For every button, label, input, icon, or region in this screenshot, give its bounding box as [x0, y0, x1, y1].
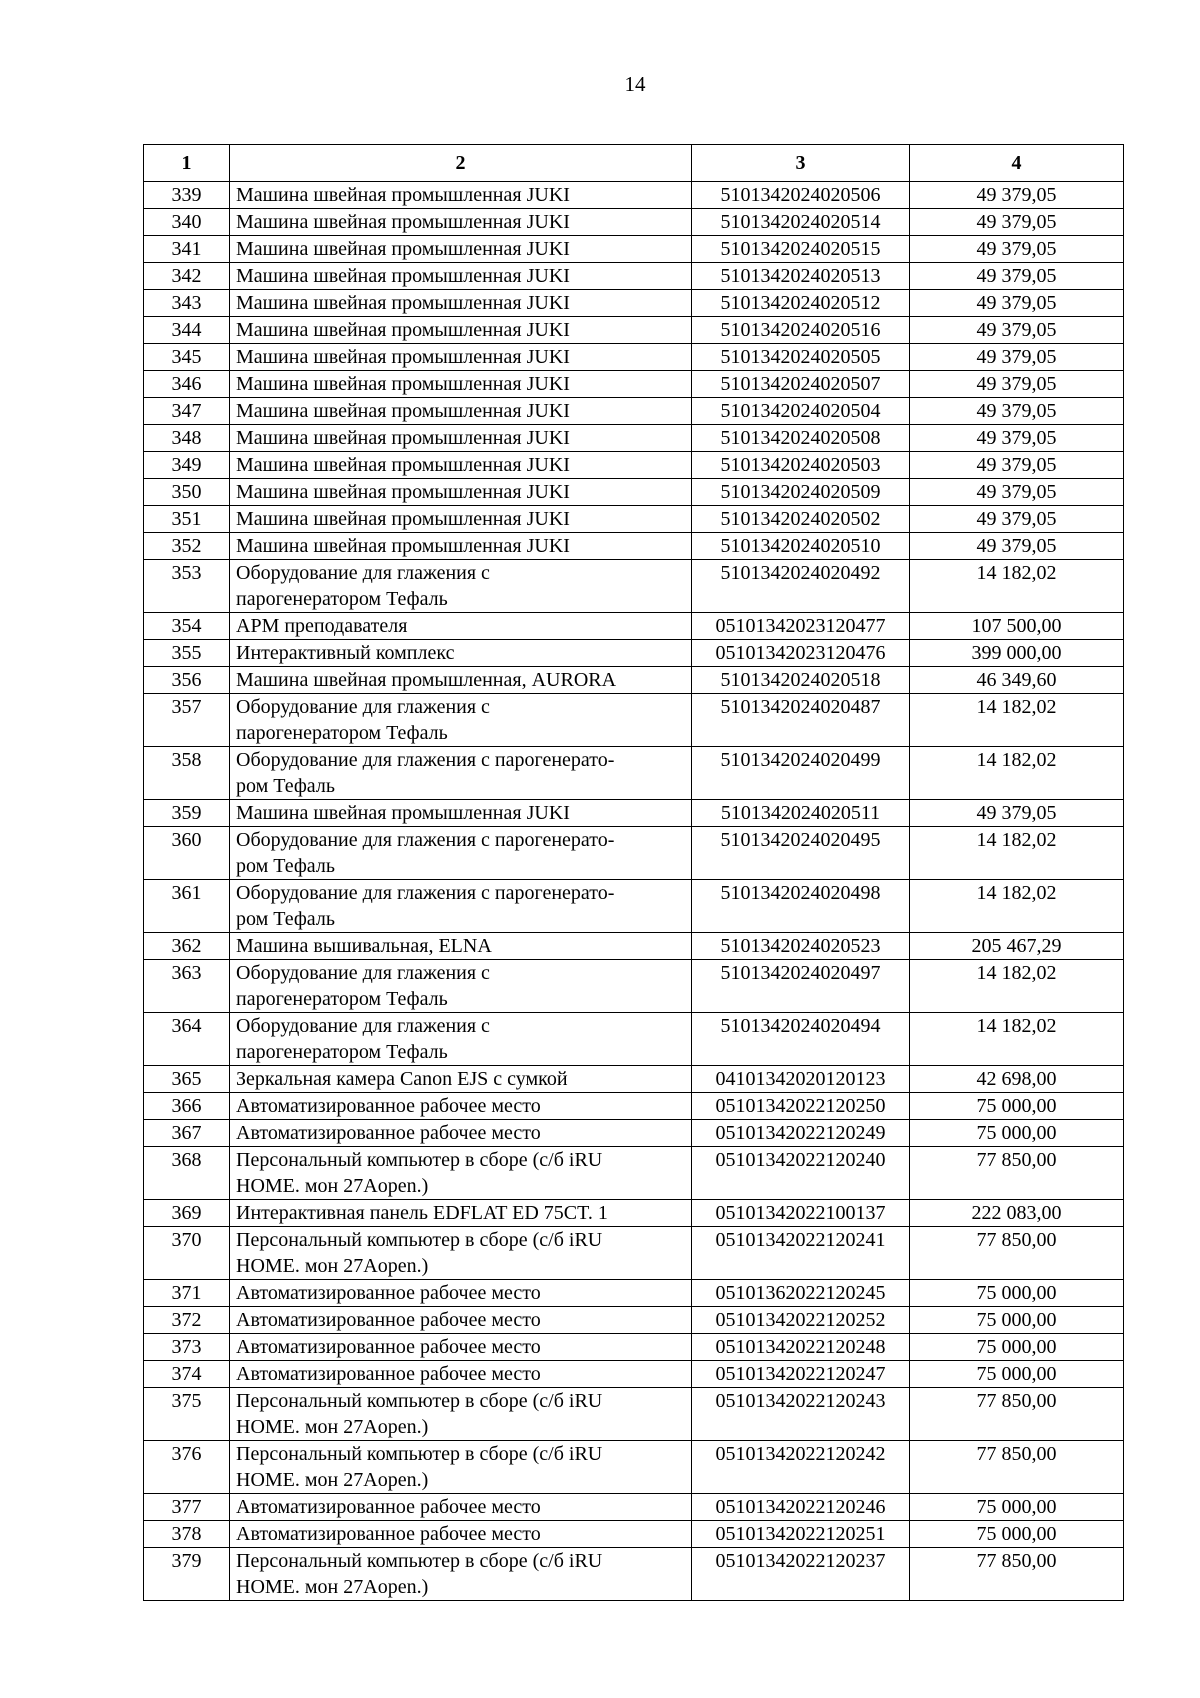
table-row	[144, 344, 1124, 371]
row-number: 369	[144, 1200, 230, 1227]
inventory-number: 05101342022120242	[692, 1441, 910, 1494]
item-name-line: Машина швейная промышленная JUKI	[236, 802, 570, 824]
table-row	[144, 1147, 1124, 1200]
table-row	[144, 880, 1124, 933]
item-name	[230, 1441, 692, 1494]
item-name	[230, 667, 692, 694]
item-name	[230, 933, 692, 960]
item-name-line: HOME. мон 27Aopen.)	[236, 1469, 429, 1491]
row-number: 348	[144, 425, 230, 452]
row-number: 353	[144, 560, 230, 613]
table-row	[144, 640, 1124, 667]
table-row	[144, 1200, 1124, 1227]
table-header	[144, 145, 1124, 182]
item-name	[230, 344, 692, 371]
table-row	[144, 182, 1124, 209]
item-cost: 77 850,00	[910, 1441, 1124, 1494]
item-cost: 77 850,00	[910, 1548, 1124, 1601]
table-row	[144, 317, 1124, 344]
table-row	[144, 960, 1124, 1013]
item-name-line: Оборудование для глажения с парогенерато-	[236, 749, 615, 771]
item-cost: 75 000,00	[910, 1280, 1124, 1307]
item-name	[230, 1307, 692, 1334]
table-row	[144, 1334, 1124, 1361]
table-row	[144, 1521, 1124, 1548]
inventory-number: 5101342024020514	[692, 209, 910, 236]
item-name	[230, 560, 692, 613]
row-number: 377	[144, 1494, 230, 1521]
row-number: 343	[144, 290, 230, 317]
item-cost: 49 379,05	[910, 800, 1124, 827]
item-name-line: Машина швейная промышленная JUKI	[236, 454, 570, 476]
item-name-line: Машина швейная промышленная JUKI	[236, 292, 570, 314]
item-name	[230, 1147, 692, 1200]
item-cost: 399 000,00	[910, 640, 1124, 667]
table-row	[144, 1307, 1124, 1334]
inventory-table	[143, 144, 1124, 1601]
item-cost: 107 500,00	[910, 613, 1124, 640]
item-cost: 77 850,00	[910, 1147, 1124, 1200]
item-name	[230, 1521, 692, 1548]
row-number: 365	[144, 1066, 230, 1093]
item-name	[230, 1227, 692, 1280]
column-header-2: 2	[230, 145, 692, 182]
item-name	[230, 533, 692, 560]
item-cost: 77 850,00	[910, 1388, 1124, 1441]
item-name	[230, 398, 692, 425]
item-name-line: Машина швейная промышленная JUKI	[236, 535, 570, 557]
table-row	[144, 1227, 1124, 1280]
row-number: 352	[144, 533, 230, 560]
row-number: 341	[144, 236, 230, 263]
inventory-number: 5101342024020512	[692, 290, 910, 317]
row-number: 372	[144, 1307, 230, 1334]
row-number: 370	[144, 1227, 230, 1280]
table-row	[144, 533, 1124, 560]
item-name-line: Персональный компьютер в сборе (с/б iRU	[236, 1550, 603, 1572]
item-name-line: Машина швейная промышленная JUKI	[236, 481, 570, 503]
table-row	[144, 1093, 1124, 1120]
inventory-number: 05101342022120252	[692, 1307, 910, 1334]
table-row	[144, 398, 1124, 425]
table-row	[144, 1361, 1124, 1388]
item-name	[230, 1334, 692, 1361]
inventory-number: 5101342024020505	[692, 344, 910, 371]
row-number: 367	[144, 1120, 230, 1147]
table-row	[144, 827, 1124, 880]
item-name-line: HOME. мон 27Aopen.)	[236, 1255, 429, 1277]
item-cost: 222 083,00	[910, 1200, 1124, 1227]
table-row	[144, 667, 1124, 694]
inventory-number: 05101342022120247	[692, 1361, 910, 1388]
item-name-line: АРМ преподавателя	[236, 615, 408, 637]
inventory-number: 05101342022100137	[692, 1200, 910, 1227]
item-name	[230, 371, 692, 398]
row-number: 373	[144, 1334, 230, 1361]
item-name	[230, 960, 692, 1013]
row-number: 363	[144, 960, 230, 1013]
item-name-line: Машина швейная промышленная JUKI	[236, 400, 570, 422]
item-name	[230, 236, 692, 263]
inventory-number: 05101342022120246	[692, 1494, 910, 1521]
row-number: 350	[144, 479, 230, 506]
item-cost: 49 379,05	[910, 317, 1124, 344]
inventory-number: 5101342024020511	[692, 800, 910, 827]
row-number: 340	[144, 209, 230, 236]
item-name-line: Автоматизированное рабочее место	[236, 1122, 541, 1144]
item-name	[230, 747, 692, 800]
item-name	[230, 479, 692, 506]
row-number: 368	[144, 1147, 230, 1200]
table-row	[144, 560, 1124, 613]
item-cost: 49 379,05	[910, 398, 1124, 425]
item-cost: 49 379,05	[910, 182, 1124, 209]
row-number: 351	[144, 506, 230, 533]
item-cost: 75 000,00	[910, 1334, 1124, 1361]
item-name	[230, 1200, 692, 1227]
item-name-line: ром Тефаль	[236, 775, 335, 797]
item-name	[230, 506, 692, 533]
row-number: 349	[144, 452, 230, 479]
item-cost: 14 182,02	[910, 560, 1124, 613]
item-name-line: Машина швейная промышленная JUKI	[236, 427, 570, 449]
inventory-number: 05101342022120250	[692, 1093, 910, 1120]
item-cost: 49 379,05	[910, 263, 1124, 290]
inventory-number: 5101342024020503	[692, 452, 910, 479]
inventory-number: 05101342022120243	[692, 1388, 910, 1441]
inventory-number: 05101362022120245	[692, 1280, 910, 1307]
item-name	[230, 425, 692, 452]
inventory-number: 5101342024020515	[692, 236, 910, 263]
item-name-line: Персональный компьютер в сборе (с/б iRU	[236, 1390, 603, 1412]
table-row	[144, 800, 1124, 827]
item-cost: 49 379,05	[910, 506, 1124, 533]
column-header-4: 4	[910, 145, 1124, 182]
item-name-line: Оборудование для глажения с	[236, 562, 490, 584]
row-number: 359	[144, 800, 230, 827]
row-number: 379	[144, 1548, 230, 1601]
item-name-line: Персональный компьютер в сборе (с/б iRU	[236, 1443, 603, 1465]
row-number: 371	[144, 1280, 230, 1307]
item-cost: 14 182,02	[910, 880, 1124, 933]
item-name	[230, 1066, 692, 1093]
item-name	[230, 452, 692, 479]
item-cost: 49 379,05	[910, 533, 1124, 560]
item-name-line: Оборудование для глажения с парогенерато-	[236, 829, 615, 851]
item-name-line: HOME. мон 27Aopen.)	[236, 1416, 429, 1438]
row-number: 374	[144, 1361, 230, 1388]
item-name	[230, 800, 692, 827]
item-name	[230, 1093, 692, 1120]
item-name	[230, 1013, 692, 1066]
row-number: 354	[144, 613, 230, 640]
inventory-number: 5101342024020487	[692, 694, 910, 747]
table-row	[144, 290, 1124, 317]
item-name-line: Автоматизированное рабочее место	[236, 1496, 541, 1518]
item-cost: 75 000,00	[910, 1521, 1124, 1548]
item-name-line: Машина вышивальная, ELNA	[236, 935, 492, 957]
table-row	[144, 1120, 1124, 1147]
item-cost: 14 182,02	[910, 960, 1124, 1013]
inventory-number: 05101342022120248	[692, 1334, 910, 1361]
item-cost: 14 182,02	[910, 827, 1124, 880]
inventory-number: 05101342023120477	[692, 613, 910, 640]
row-number: 364	[144, 1013, 230, 1066]
inventory-number: 5101342024020492	[692, 560, 910, 613]
table-row	[144, 747, 1124, 800]
item-name	[230, 209, 692, 236]
column-header-3: 3	[692, 145, 910, 182]
item-name	[230, 640, 692, 667]
item-cost: 75 000,00	[910, 1494, 1124, 1521]
item-cost: 49 379,05	[910, 371, 1124, 398]
item-name-line: Интерактивная панель EDFLAT ED 75CT. 1	[236, 1202, 608, 1224]
column-header-1: 1	[144, 145, 230, 182]
inventory-number: 5101342024020504	[692, 398, 910, 425]
table-row	[144, 1280, 1124, 1307]
row-number: 342	[144, 263, 230, 290]
row-number: 376	[144, 1441, 230, 1494]
item-name-line: Машина швейная промышленная JUKI	[236, 211, 570, 233]
item-name	[230, 827, 692, 880]
row-number: 358	[144, 747, 230, 800]
inventory-number: 05101342022120240	[692, 1147, 910, 1200]
table-body	[144, 182, 1124, 1601]
item-name-line: Автоматизированное рабочее место	[236, 1282, 541, 1304]
item-cost: 49 379,05	[910, 236, 1124, 263]
table-row	[144, 1494, 1124, 1521]
row-number: 355	[144, 640, 230, 667]
inventory-number: 5101342024020507	[692, 371, 910, 398]
item-cost: 49 379,05	[910, 425, 1124, 452]
item-name-line: Машина швейная промышленная JUKI	[236, 265, 570, 287]
table-row	[144, 209, 1124, 236]
item-name-line: Машина швейная промышленная JUKI	[236, 319, 570, 341]
inventory-number: 5101342024020523	[692, 933, 910, 960]
item-cost: 42 698,00	[910, 1066, 1124, 1093]
table-row	[144, 236, 1124, 263]
inventory-number: 5101342024020499	[692, 747, 910, 800]
inventory-number: 5101342024020495	[692, 827, 910, 880]
item-cost: 75 000,00	[910, 1093, 1124, 1120]
item-name-line: Оборудование для глажения с	[236, 1015, 490, 1037]
item-name	[230, 263, 692, 290]
item-name-line: Машина швейная промышленная, AURORA	[236, 669, 617, 691]
inventory-number: 05101342023120476	[692, 640, 910, 667]
item-name-line: Интерактивный комплекс	[236, 642, 455, 664]
item-name-line: Персональный компьютер в сборе (с/б iRU	[236, 1229, 603, 1251]
item-cost: 46 349,60	[910, 667, 1124, 694]
inventory-number: 05101342022120249	[692, 1120, 910, 1147]
table-row	[144, 425, 1124, 452]
item-cost: 49 379,05	[910, 452, 1124, 479]
item-name	[230, 290, 692, 317]
item-name	[230, 880, 692, 933]
item-cost: 75 000,00	[910, 1307, 1124, 1334]
item-name	[230, 1388, 692, 1441]
item-name-line: парогенератором Тефаль	[236, 988, 448, 1010]
item-name-line: парогенератором Тефаль	[236, 588, 448, 610]
inventory-number: 5101342024020494	[692, 1013, 910, 1066]
item-name-line: Автоматизированное рабочее место	[236, 1336, 541, 1358]
table-row	[144, 613, 1124, 640]
item-name-line: HOME. мон 27Aopen.)	[236, 1576, 429, 1598]
inventory-number: 5101342024020502	[692, 506, 910, 533]
page-number: 14	[624, 72, 646, 96]
table-row	[144, 694, 1124, 747]
item-name	[230, 1120, 692, 1147]
item-name	[230, 1361, 692, 1388]
row-number: 344	[144, 317, 230, 344]
item-name	[230, 613, 692, 640]
inventory-number: 5101342024020506	[692, 182, 910, 209]
inventory-number: 05101342022120241	[692, 1227, 910, 1280]
item-cost: 49 379,05	[910, 209, 1124, 236]
row-number: 339	[144, 182, 230, 209]
table-row	[144, 1441, 1124, 1494]
item-name-line: Автоматизированное рабочее место	[236, 1309, 541, 1331]
item-name-line: ром Тефаль	[236, 855, 335, 877]
inventory-number: 5101342024020509	[692, 479, 910, 506]
item-name	[230, 317, 692, 344]
item-name-line: Оборудование для глажения с	[236, 962, 490, 984]
item-name-line: Оборудование для глажения с парогенерато-	[236, 882, 615, 904]
item-cost: 77 850,00	[910, 1227, 1124, 1280]
table-row	[144, 1066, 1124, 1093]
row-number: 357	[144, 694, 230, 747]
item-cost: 75 000,00	[910, 1361, 1124, 1388]
item-cost: 14 182,02	[910, 747, 1124, 800]
inventory-number: 5101342024020516	[692, 317, 910, 344]
item-name-line: парогенератором Тефаль	[236, 722, 448, 744]
item-name-line: Оборудование для глажения с	[236, 696, 490, 718]
row-number: 366	[144, 1093, 230, 1120]
item-name	[230, 1280, 692, 1307]
table-row	[144, 452, 1124, 479]
inventory-number: 5101342024020498	[692, 880, 910, 933]
table-row	[144, 1388, 1124, 1441]
inventory-number: 5101342024020518	[692, 667, 910, 694]
item-cost: 49 379,05	[910, 344, 1124, 371]
item-name-line: Машина швейная промышленная JUKI	[236, 508, 570, 530]
item-name-line: HOME. мон 27Aopen.)	[236, 1175, 429, 1197]
item-name-line: Машина швейная промышленная JUKI	[236, 373, 570, 395]
inventory-number: 5101342024020508	[692, 425, 910, 452]
item-cost: 205 467,29	[910, 933, 1124, 960]
table-row	[144, 1013, 1124, 1066]
inventory-number: 5101342024020510	[692, 533, 910, 560]
item-name-line: парогенератором Тефаль	[236, 1041, 448, 1063]
table-row	[144, 1548, 1124, 1601]
inventory-number: 5101342024020513	[692, 263, 910, 290]
row-number: 360	[144, 827, 230, 880]
item-cost: 14 182,02	[910, 1013, 1124, 1066]
table-row	[144, 263, 1124, 290]
row-number: 356	[144, 667, 230, 694]
row-number: 361	[144, 880, 230, 933]
item-name-line: Машина швейная промышленная JUKI	[236, 238, 570, 260]
item-cost: 75 000,00	[910, 1120, 1124, 1147]
row-number: 346	[144, 371, 230, 398]
inventory-number: 05101342022120237	[692, 1548, 910, 1601]
item-name-line: Машина швейная промышленная JUKI	[236, 184, 570, 206]
inventory-number: 05101342022120251	[692, 1521, 910, 1548]
item-name	[230, 1548, 692, 1601]
item-name-line: ром Тефаль	[236, 908, 335, 930]
item-cost: 49 379,05	[910, 290, 1124, 317]
item-cost: 49 379,05	[910, 479, 1124, 506]
item-name-line: Зеркальная камера Canon EJS с сумкой	[236, 1068, 568, 1090]
table-row	[144, 479, 1124, 506]
row-number: 347	[144, 398, 230, 425]
row-number: 345	[144, 344, 230, 371]
inventory-number: 04101342020120123	[692, 1066, 910, 1093]
item-name-line: Автоматизированное рабочее место	[236, 1095, 541, 1117]
item-name-line: Автоматизированное рабочее место	[236, 1363, 541, 1385]
item-name	[230, 1494, 692, 1521]
row-number: 375	[144, 1388, 230, 1441]
item-name	[230, 694, 692, 747]
row-number: 378	[144, 1521, 230, 1548]
table-row	[144, 506, 1124, 533]
item-name-line: Машина швейная промышленная JUKI	[236, 346, 570, 368]
table-row	[144, 933, 1124, 960]
item-name-line: Автоматизированное рабочее место	[236, 1523, 541, 1545]
item-name	[230, 182, 692, 209]
inventory-number: 5101342024020497	[692, 960, 910, 1013]
table-row	[144, 371, 1124, 398]
item-cost: 14 182,02	[910, 694, 1124, 747]
item-name-line: Персональный компьютер в сборе (с/б iRU	[236, 1149, 603, 1171]
row-number: 362	[144, 933, 230, 960]
